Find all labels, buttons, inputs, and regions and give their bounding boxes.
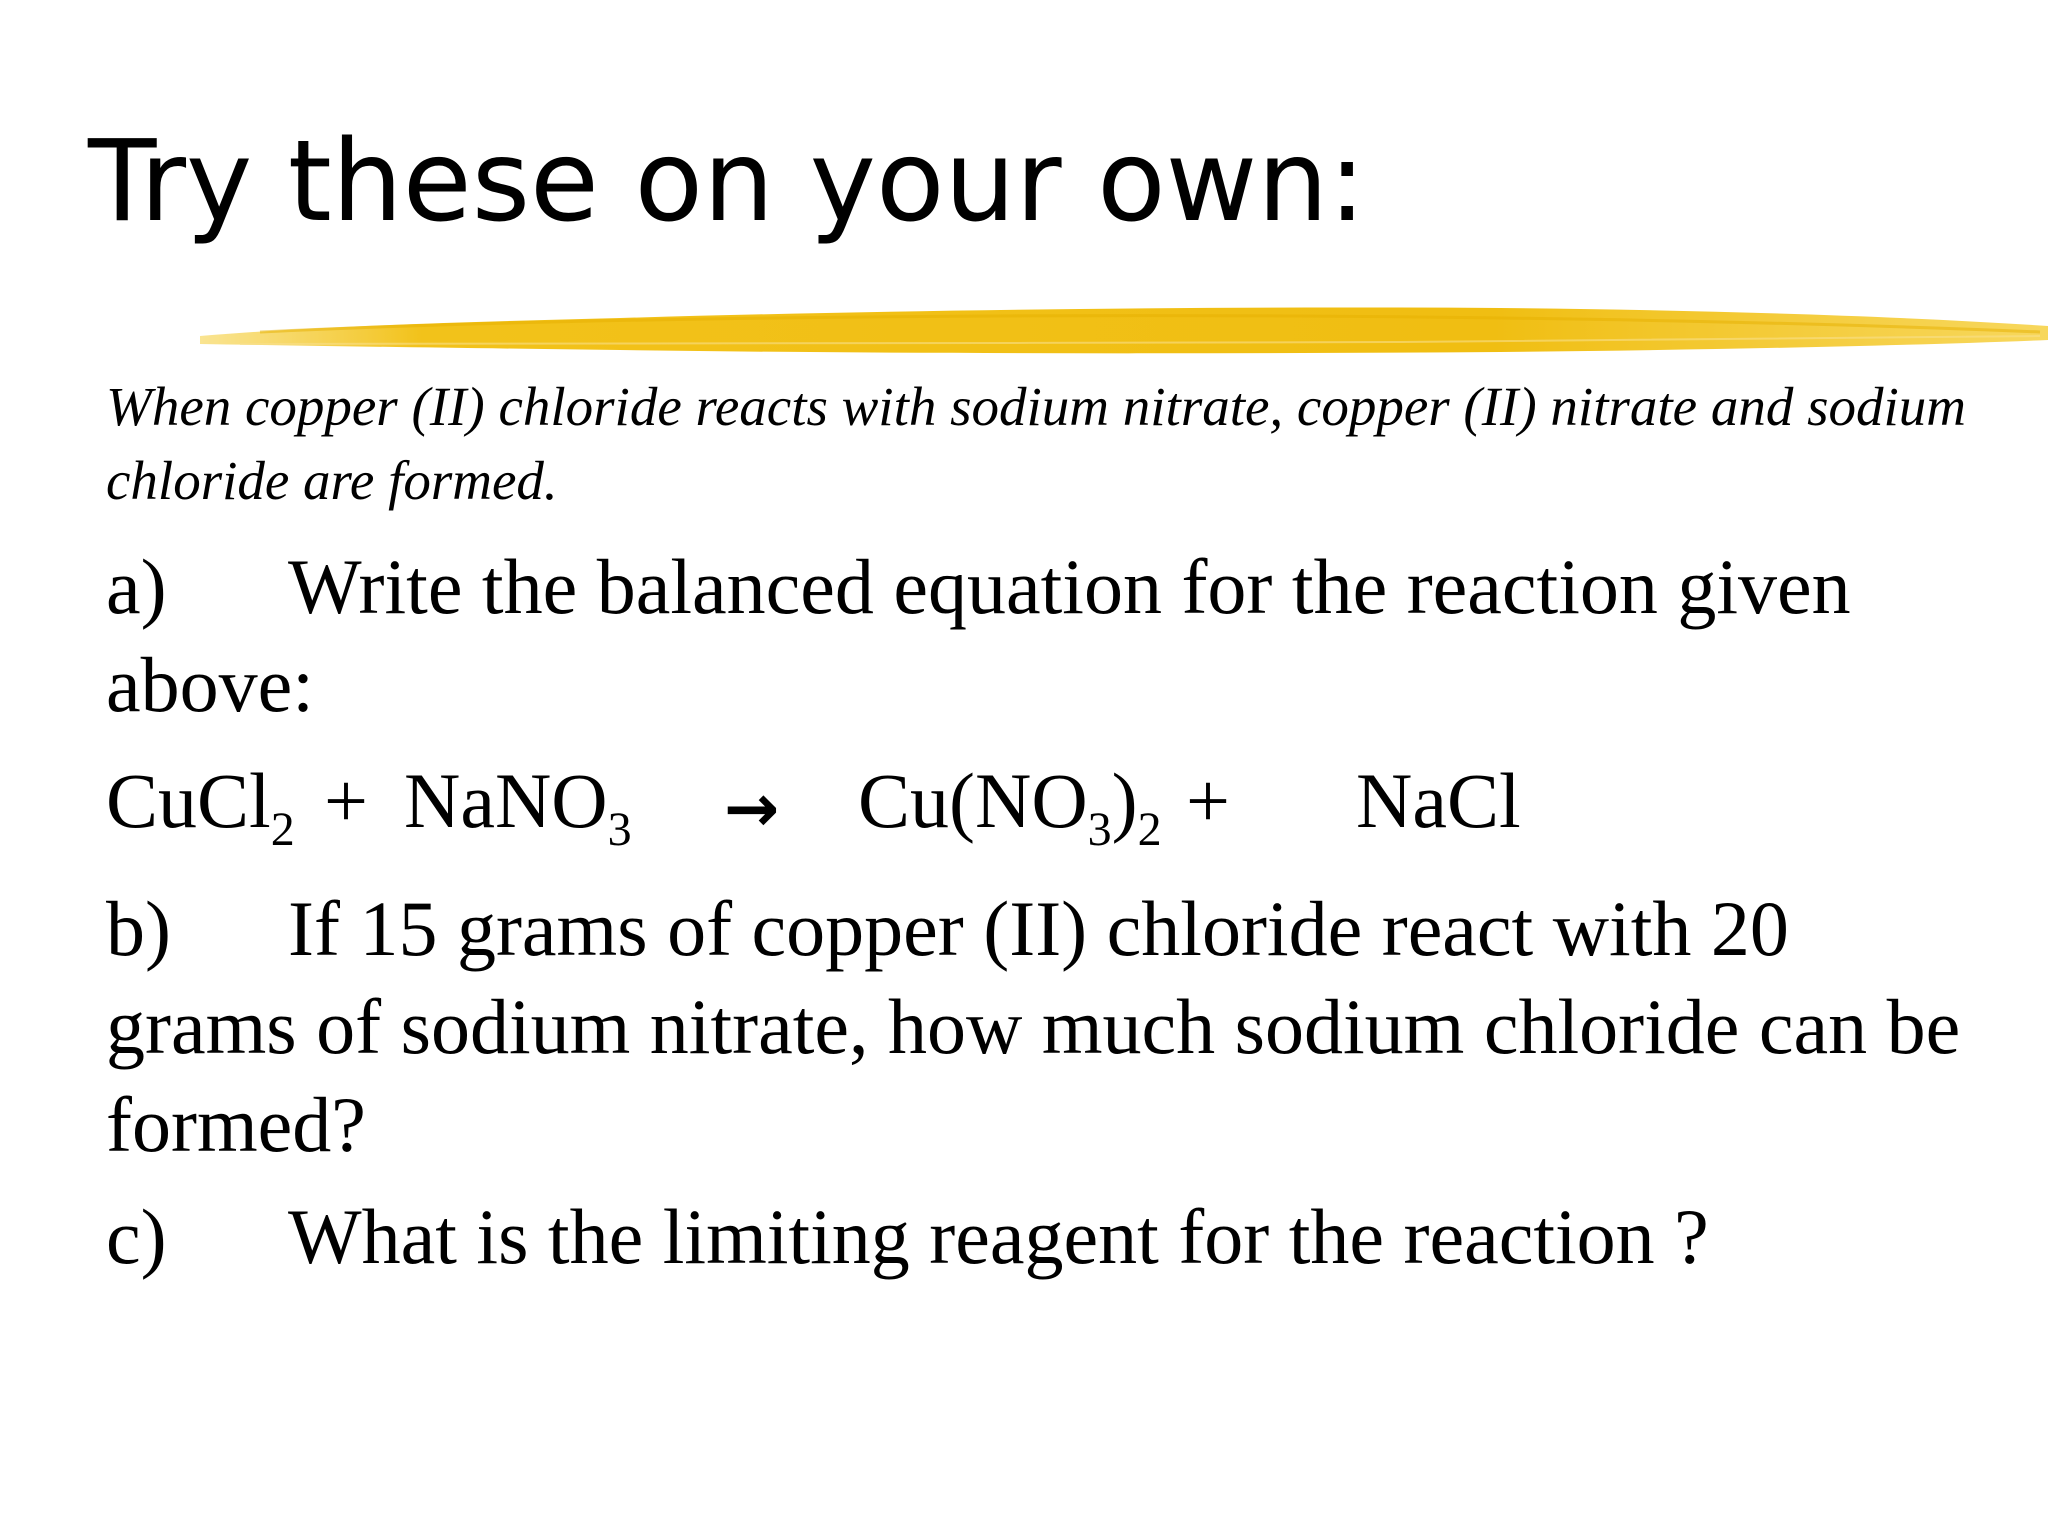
question-b-letter: b) bbox=[106, 885, 171, 972]
product-nacl: NaCl bbox=[1356, 757, 1521, 844]
question-a-text: Write the balanced equation for the reaction given above: bbox=[106, 543, 1851, 728]
question-c-text: What is the limiting reagent for the reaction ? bbox=[288, 1193, 1709, 1280]
problem-statement: When copper (II) chloride reacts with sodium nitrate, copper (II) nitrate and sodium chloride are formed. bbox=[106, 376, 1966, 511]
product-cuno32: $Cu(NO_3)_2$ bbox=[858, 757, 1162, 856]
plus-sign-1: + bbox=[324, 757, 368, 844]
reactant-nano3: NaNO$_3$ bbox=[404, 757, 632, 856]
question-c-letter: c) bbox=[106, 1193, 167, 1280]
question-b bbox=[106, 880, 1986, 1174]
question-a-letter: a) bbox=[106, 543, 167, 630]
question-c bbox=[106, 1188, 1986, 1286]
reaction-arrow: → bbox=[724, 770, 780, 847]
reactant-cucl2: CuCl$_2$ bbox=[106, 757, 295, 856]
slide-title: Try these on your own: bbox=[88, 117, 1366, 247]
question-b-text: If 15 grams of copper (II) chloride react with 20 grams of sodium nitrate, how much sodium chloride can be formed? bbox=[106, 885, 1961, 1168]
plus-sign-2: + bbox=[1186, 757, 1230, 844]
question-a bbox=[106, 538, 1986, 734]
highlighter-stroke-decoration bbox=[200, 296, 2048, 366]
